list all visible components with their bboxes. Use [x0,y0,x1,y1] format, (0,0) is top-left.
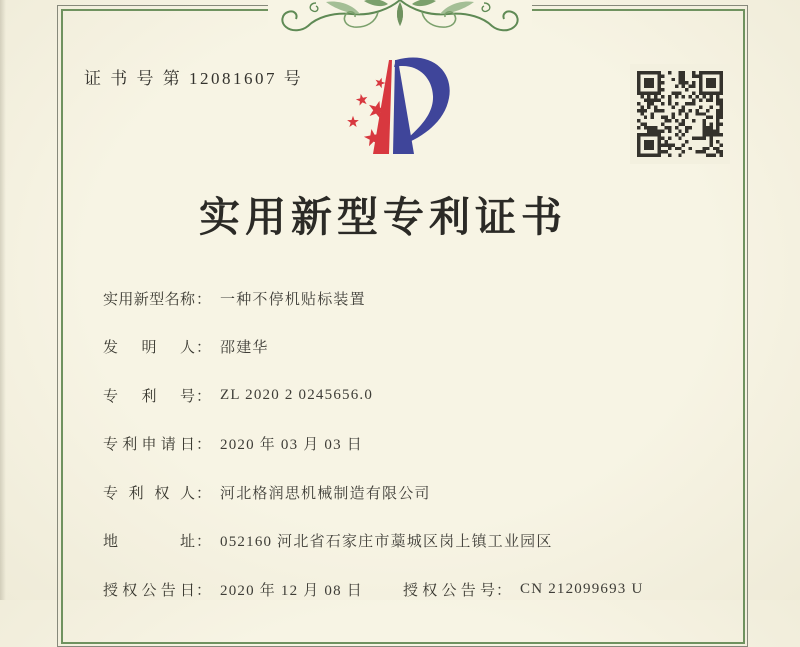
field-colon: ： [496,582,512,599]
field-label: 专利权人 [103,485,195,502]
grant-number-group [403,565,644,614]
field-value: 一种不停机贴标装置 [220,291,366,308]
field-row-patentee [103,468,748,517]
field-value: ZL 2020 2 0245656.0 [220,386,374,403]
field-row-utility-model-name [103,274,748,323]
field-colon: ： [196,437,212,454]
field-row-inventor [103,323,748,372]
field-value: 052160 河北省石家庄市藁城区岗上镇工业园区 [220,534,553,551]
floral-flourish-icon [268,0,532,33]
field-colon: ： [196,582,212,599]
field-label: 专利申请日 [103,437,195,454]
field-value: 2020 年 03 月 03 日 [220,437,363,454]
field-label: 地址 [103,534,195,551]
field-row-address [103,517,748,566]
field-label: 专利号 [103,388,195,405]
field-label: 授权公告日 [103,582,195,599]
field-row-filing-date [103,420,748,469]
field-value: 2020 年 12 月 08 日 [220,582,363,599]
field-row-grant-date [103,565,748,614]
field-label: 实用新型名称 [103,291,195,308]
field-label: 发明人 [103,340,195,357]
field-value: 河北格润思机械制造有限公司 [220,485,431,502]
grant-number-label: 授权公告号 [403,582,495,599]
field-row-patent-number [103,371,748,420]
grant-number-value: CN 212099693 U [520,580,644,597]
field-colon: ： [196,485,212,502]
certificate-title: 实用新型专利证书 [199,194,567,240]
field-colon: ： [196,340,212,357]
field-colon: ： [196,388,212,405]
cnipa-patent-logo-icon [336,54,460,162]
certificate-number: 证 书 号 第 12081607 号 [84,69,304,88]
scan-edge-shadow [0,0,6,600]
field-list [103,274,748,614]
field-colon: ： [196,291,212,308]
field-colon: ： [196,534,212,551]
field-value: 邵建华 [220,340,269,357]
qr-code-icon [630,64,730,164]
